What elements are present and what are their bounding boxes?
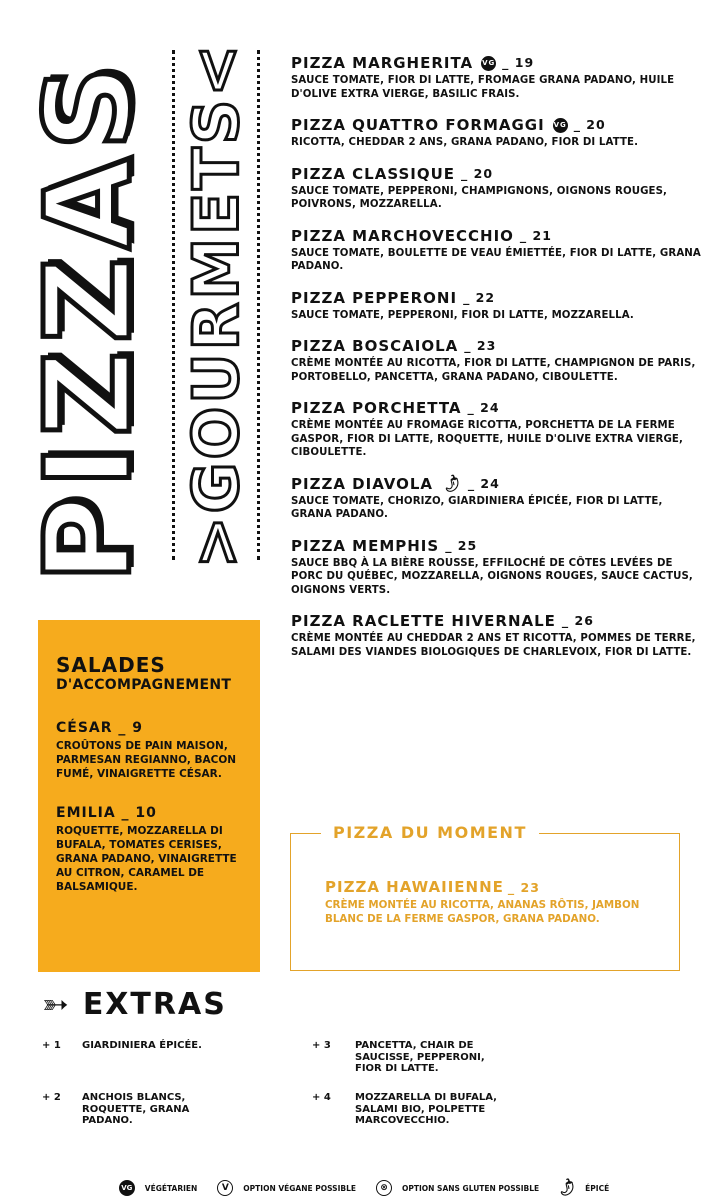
moment-pizza-price: _ 23 — [507, 880, 540, 895]
salades-subtitle: D'ACCOMPAGNEMENT — [56, 677, 232, 693]
salade-price: _ 9 — [118, 720, 144, 736]
extra-price: + 3 — [312, 1040, 331, 1051]
pizza-name: PIZZA PORCHETTA — [291, 399, 462, 417]
salades-box — [38, 620, 260, 972]
menu-title-block — [19, 40, 157, 600]
extra-item-3 — [312, 1040, 505, 1075]
legend-item-gluten-free — [376, 1180, 539, 1196]
salade-heading-cesar — [56, 720, 242, 736]
moment-pizza-name: PIZZA HAWAIIENNE — [325, 878, 504, 896]
moment-label: PIZZA DU MOMENT — [321, 823, 539, 842]
extra-price: + 2 — [42, 1092, 61, 1103]
pizza-item-porchetta — [291, 399, 706, 460]
pizza-name: PIZZA PEPPERONI — [291, 288, 458, 307]
dotted-divider-left — [172, 50, 175, 560]
pizza-description: SAUCE TOMATE, PEPPERONI, FIOR DI LATTE, MOZZARELLA. — [291, 309, 634, 321]
pizza-description: SAUCE TOMATE, PEPPERONI, CHAMPIGNONS, OIGNONS ROUGES, POIVRONS, MOZZARELLA. — [291, 185, 668, 210]
pizza-item-memphis — [291, 537, 706, 598]
arrow-right-icon: ➳ — [42, 985, 71, 1023]
pizza-price: _ 19 — [502, 55, 535, 70]
salade-price: _ 10 — [121, 805, 157, 821]
pizza-description: CRÈME MONTÉE AU RICOTTA, FIOR DI LATTE, CHAMPIGNON DE PARIS, PORTOBELLO, PANCETTA, GRANA PADANO, CIBOULETTE. — [291, 358, 696, 383]
pizza-name: PIZZA RACLETTE HIVERNALE — [291, 612, 556, 630]
extra-item-4 — [312, 1092, 510, 1127]
extra-price: + 1 — [42, 1040, 61, 1051]
vegetarian-icon: VG — [481, 56, 496, 71]
legend-item-vegan — [217, 1180, 356, 1196]
chili-pepper-icon: 🌶 — [555, 1176, 579, 1200]
pizza-name: PIZZA BOSCAIOLA — [291, 337, 459, 355]
legend-label: VÉGÉTARIEN — [144, 1183, 198, 1193]
pizza-item-classique — [291, 165, 706, 212]
pizza-item-boscaiola — [291, 337, 706, 384]
menu-subtitle: >GOURMETS< — [179, 41, 253, 569]
extra-text: PANCETTA, CHAIR DE SAUCISSE, PEPPERONI, FIOR DI LATTE. — [355, 1040, 485, 1074]
salade-description: CROÛTONS DE PAIN MAISON, PARMESAN REGIANNO, BACON FUMÉ, VINAIGRETTE CÉSAR. — [56, 740, 237, 780]
pizza-item-diavola — [291, 471, 706, 522]
pizza-du-moment-box — [290, 823, 680, 971]
pizza-item-raclette-hivernale — [291, 612, 706, 659]
pizza-price: _ 22 — [463, 289, 496, 305]
pizza-description: SAUCE TOMATE, FIOR DI LATTE, FROMAGE GRANA PADANO, HUILE D'OLIVE EXTRA VIERGE, BASILIC FRAIS. — [291, 75, 675, 100]
pizza-description: CRÈME MONTÉE AU FROMAGE RICOTTA, PORCHETTA DE LA FERME GASPOR, FIOR DI LATTE, ROQUETTE, HUILE D'OLIVE EXTRA VIERGE, CIBOULETTE. — [291, 420, 683, 458]
extras-title: EXTRAS — [82, 986, 227, 1022]
legend-item-vegetarian — [119, 1180, 198, 1196]
pizza-name: PIZZA MARGHERITA — [291, 54, 474, 72]
pizza-item-pepperoni — [291, 289, 706, 323]
pizza-price: _ 26 — [561, 613, 594, 628]
extra-text: GIARDINIERA ÉPICÉE. — [82, 1040, 202, 1051]
pizza-price: _ 25 — [445, 537, 478, 553]
pizza-item-margherita — [291, 54, 706, 101]
gluten-free-icon: ⊗ — [376, 1180, 392, 1196]
pizza-description: SAUCE BBQ À LA BIÈRE ROUSSE, EFFILOCHÉ DE CÔTES LEVÉES DE PORC DU QUÉBEC, MOZZARELLA, OIGNONS ROUGES, SAUCE CACTUS, OIGNONS VERTS. — [291, 557, 693, 596]
pizza-item-marchovecchio — [291, 227, 706, 274]
pizza-price: _ 24 — [467, 400, 500, 415]
extra-item-2 — [42, 1092, 207, 1127]
salade-heading-emilia — [56, 805, 242, 821]
vegan-icon: V — [217, 1180, 233, 1196]
legend-label: OPTION SANS GLUTEN POSSIBLE — [402, 1183, 540, 1193]
vegetarian-icon: VG — [119, 1180, 135, 1196]
pizza-price: _ 24 — [467, 475, 500, 491]
extra-item-1 — [42, 1040, 232, 1052]
extra-text: MOZZARELLA DI BUFALA, SALAMI BIO, POLPETTE MARCOVECCHIO. — [355, 1092, 497, 1126]
legend — [0, 1176, 728, 1200]
salade-name: CÉSAR — [56, 720, 113, 736]
pizza-name: PIZZA CLASSIQUE — [291, 164, 456, 183]
salades-title: SALADES — [56, 653, 166, 677]
pizza-description: CRÈME MONTÉE AU CHEDDAR 2 ANS ET RICOTTA, POMMES DE TERRE, SALAMI DES VIANDES BIOLOGIQUES DE CHARLEVOIX, FIOR DI LATTE. — [291, 633, 696, 658]
salade-description: ROQUETTE, MOZZARELLA DI BUFALA, TOMATES CERISES, GRANA PADANO, VINAIGRETTE AU CITRON, CARAMEL DE BALSAMIQUE. — [56, 825, 237, 893]
extras-heading — [42, 985, 227, 1023]
extra-price: + 4 — [312, 1092, 331, 1103]
pizza-price: _ 23 — [464, 338, 497, 353]
moment-pizza-description: CRÈME MONTÉE AU RICOTTA, ANANAS RÔTIS, JAMBON BLANC DE LA FERME GASPOR, GRANA PADANO. — [325, 899, 640, 925]
menu-subtitle-block — [170, 41, 262, 569]
menu-title: PIZZAS — [19, 57, 157, 583]
pizza-price: _ 21 — [519, 227, 552, 243]
legend-item-spicy — [555, 1176, 610, 1200]
chili-pepper-icon: 🌶 — [440, 471, 465, 496]
pizza-price: _ 20 — [461, 165, 494, 181]
dotted-divider-right — [257, 50, 260, 560]
legend-label: ÉPICÉ — [585, 1183, 610, 1193]
salade-name: EMILIA — [56, 805, 116, 821]
pizza-name: PIZZA DIAVOLA — [291, 474, 434, 493]
pizza-name: PIZZA MARCHOVECCHIO — [291, 226, 514, 245]
pizza-name: PIZZA MEMPHIS — [291, 536, 440, 555]
vegetarian-icon: VG — [553, 118, 568, 133]
legend-label: OPTION VÉGANE POSSIBLE — [243, 1183, 356, 1193]
pizza-description: SAUCE TOMATE, BOULETTE DE VEAU ÉMIETTÉE, FIOR DI LATTE, GRANA PADANO. — [291, 247, 701, 272]
pizza-list — [291, 54, 706, 674]
pizza-description: SAUCE TOMATE, CHORIZO, GIARDINIERA ÉPICÉE, FIOR DI LATTE, GRANA PADANO. — [291, 495, 663, 520]
pizza-description: RICOTTA, CHEDDAR 2 ANS, GRANA PADANO, FIOR DI LATTE. — [291, 137, 639, 148]
pizza-name: PIZZA QUATTRO FORMAGGI — [291, 116, 545, 134]
pizza-price: _ 20 — [573, 117, 606, 132]
moment-heading — [325, 878, 540, 896]
pizza-item-quattro-formaggi — [291, 116, 706, 150]
extra-text: ANCHOIS BLANCS, ROQUETTE, GRANA PADANO. — [82, 1092, 190, 1126]
